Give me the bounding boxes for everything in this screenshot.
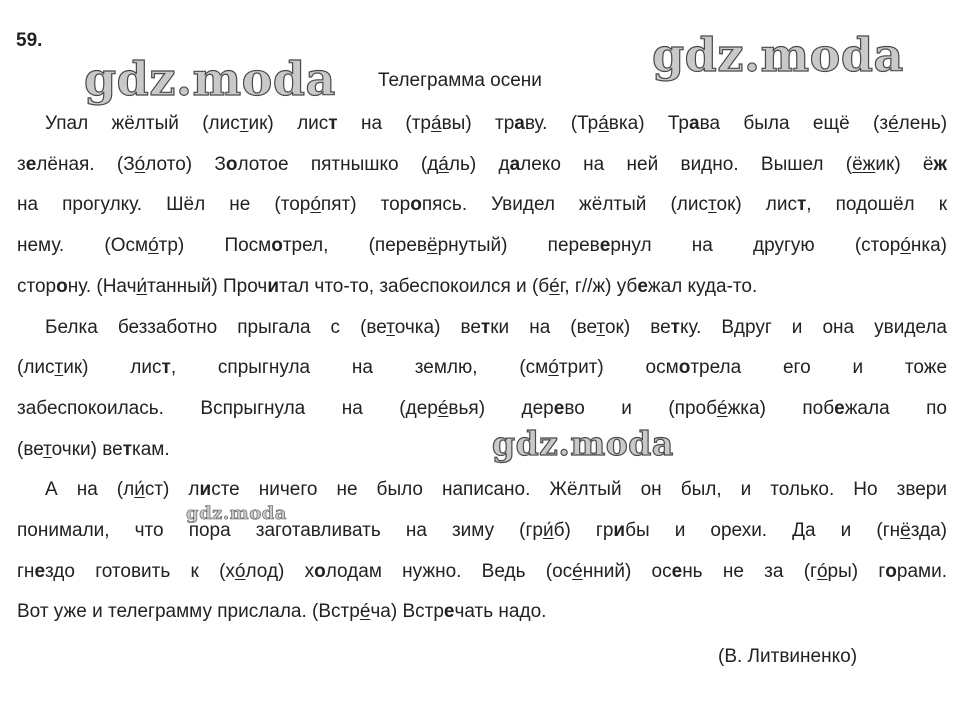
underlined-letter: é xyxy=(716,397,728,419)
text-line xyxy=(17,226,947,267)
exercise-number: 59. xyxy=(16,30,43,51)
text-segment: стор xyxy=(17,275,57,297)
underlined-letter: т xyxy=(43,438,52,460)
underlined-letter: т xyxy=(386,316,395,338)
text-title: Телеграмма осени xyxy=(378,70,542,91)
text-line xyxy=(17,389,947,430)
underlined-letter: é xyxy=(359,601,371,623)
text-segment: Вот уже и телеграмму прислала. (Встр xyxy=(17,601,360,623)
underlined-letter: и́ xyxy=(134,479,145,501)
bold-letter: о xyxy=(271,235,283,257)
underlined-letter: и́ xyxy=(542,520,554,542)
watermark: gdz.moda xyxy=(84,52,336,106)
text-segment: трел, (перев xyxy=(282,235,428,257)
text-segment: лёная. (З xyxy=(36,153,135,175)
text-segment: ва была ещё (з xyxy=(699,113,889,134)
text-segment: ок) лис xyxy=(716,194,797,216)
text-segment: зда) xyxy=(910,520,947,542)
text-segment: очка) ве xyxy=(394,316,481,338)
text-segment: рнутый) перев xyxy=(437,235,600,257)
bold-letter: и xyxy=(199,479,212,501)
text-segment: вка) Тр xyxy=(608,113,689,134)
bold-letter: е xyxy=(671,560,683,582)
text-segment: леко на ней видно. Вышел ( xyxy=(520,153,853,175)
text-segment: , подошёл к xyxy=(806,194,948,216)
underlined-letter: ё xyxy=(900,520,911,542)
text-segment: жка) поб xyxy=(727,397,835,419)
underlined-letter: á xyxy=(598,113,609,134)
bold-letter: е xyxy=(443,601,455,623)
text-segment: , спрыгнула на землю, (см xyxy=(170,357,549,379)
text-segment: ль) д xyxy=(448,153,510,175)
underlined-letter: т xyxy=(54,357,64,379)
underlined-letter: ёж xyxy=(852,153,876,175)
text-segment: рнул на другую (стор xyxy=(610,235,901,257)
text-segment: ик) лис xyxy=(248,113,329,134)
text-segment: трит) осм xyxy=(558,357,679,379)
text-segment: ст) л xyxy=(144,479,200,501)
bold-letter: о xyxy=(225,153,238,175)
text-segment: жала по xyxy=(844,397,947,419)
text-segment: жал куда-то. xyxy=(647,275,758,297)
underlined-letter: é xyxy=(437,397,449,419)
bold-letter: е xyxy=(637,275,648,297)
text-segment: вья) дер xyxy=(448,397,554,419)
text-segment: г, г//ж) уб xyxy=(559,275,638,297)
bold-letter: и xyxy=(613,520,626,542)
underlined-letter: ó xyxy=(234,560,246,582)
text-segment: лень) xyxy=(898,113,948,134)
text-line xyxy=(17,348,947,389)
text-segment: лотое пятнышко (д xyxy=(237,153,439,175)
text-segment: ик) ё xyxy=(875,153,934,175)
bold-letter: а xyxy=(509,153,521,175)
text-segment: сте ничего не было написано. Жёлтый он был, и только. Но звери xyxy=(211,479,947,501)
text-segment: трела его и тоже xyxy=(690,357,948,379)
text-segment: А на (л xyxy=(45,479,135,501)
text-segment: лото) З xyxy=(145,153,226,175)
text-segment: нему. (Осм xyxy=(17,235,149,257)
bold-letter: и xyxy=(267,275,279,297)
bold-letter: е xyxy=(25,153,37,175)
bold-letter: т xyxy=(122,438,132,460)
underlined-letter: ó xyxy=(148,235,159,257)
text-line xyxy=(17,145,947,186)
bold-letter: ж xyxy=(933,153,947,175)
watermark: gdz.moda xyxy=(652,28,904,82)
underlined-letter: ó xyxy=(900,235,911,257)
text-segment: ры) г xyxy=(827,560,886,582)
text-line xyxy=(17,470,947,511)
text-segment: гн xyxy=(17,560,35,582)
text-segment: б) гр xyxy=(553,520,614,542)
text-segment: (лис xyxy=(17,357,55,379)
bold-letter: о xyxy=(410,194,422,216)
text-segment: лод) х xyxy=(245,560,315,582)
underlined-letter: é xyxy=(549,275,560,297)
text-segment: пят) тор xyxy=(320,194,411,216)
text-segment: тал что-то, забеспокоился и (б xyxy=(279,275,550,297)
text-segment: ча) Встр xyxy=(370,601,444,623)
underlined-letter: é xyxy=(572,560,583,582)
text-segment: з xyxy=(17,153,26,175)
watermark: gdz.moda xyxy=(186,503,287,524)
text-segment: здо готовить к (х xyxy=(45,560,235,582)
bold-letter: е xyxy=(553,397,565,419)
text-line xyxy=(17,511,947,552)
text-line xyxy=(17,592,947,633)
text-segment: рами. xyxy=(896,560,947,582)
bold-letter: о xyxy=(678,357,691,379)
text-segment: забеспокоилась. Вспрыгнула на (дер xyxy=(17,397,438,419)
text-segment: ик) лис xyxy=(63,357,162,379)
underlined-letter: á xyxy=(438,153,449,175)
text-segment: тр) Посм xyxy=(158,235,272,257)
text-line xyxy=(17,104,947,145)
text-line xyxy=(17,185,947,226)
text-segment: ну. (Нач xyxy=(67,275,137,297)
bold-letter: т xyxy=(480,316,491,338)
text-line xyxy=(17,552,947,593)
text-segment: вы) тр xyxy=(441,113,515,134)
underlined-letter: ó xyxy=(816,560,828,582)
bold-letter: о xyxy=(885,560,897,582)
bold-letter: т xyxy=(161,357,171,379)
text-segment: (ве xyxy=(17,438,44,460)
underlined-letter: ó xyxy=(548,357,559,379)
text-segment: нь не за (г xyxy=(682,560,817,582)
text-segment: лодам нужно. Ведь (ос xyxy=(325,560,573,582)
text-segment: ку. Вдруг и она увидела xyxy=(679,316,947,338)
bold-letter: е xyxy=(34,560,46,582)
underlined-letter: т xyxy=(596,316,605,338)
text-segment: танный) Проч xyxy=(147,275,268,297)
text-segment: ву. (Тр xyxy=(524,113,599,134)
text-line xyxy=(17,267,947,308)
bold-letter: е xyxy=(834,397,845,419)
text-segment: очки) ве xyxy=(51,438,123,460)
text-line xyxy=(17,430,947,471)
text-segment: нка) xyxy=(910,235,947,257)
underlined-letter: и́ xyxy=(136,275,148,297)
text-segment: понимали, что пора заготавливать на зиму (гр xyxy=(17,520,543,542)
bold-letter: т xyxy=(670,316,680,338)
bold-letter: о xyxy=(56,275,68,297)
text-segment: Упал жёлтый (лис xyxy=(45,113,240,134)
underlined-letter: ó xyxy=(134,153,146,175)
text-segment: бы и орехи. Да и (гн xyxy=(625,520,901,542)
watermark: gdz.moda xyxy=(492,424,674,463)
bold-letter: т xyxy=(796,194,807,216)
bold-letter: а xyxy=(514,113,525,134)
text-segment: пясь. Увидел жёлтый (лис xyxy=(421,194,708,216)
text-line xyxy=(17,308,947,349)
exercise-text xyxy=(17,104,947,633)
bold-letter: а xyxy=(688,113,700,134)
text-segment: на прогулку. Шёл не (тор xyxy=(17,194,311,216)
text-segment: на (тр xyxy=(337,113,431,134)
underlined-letter: т xyxy=(239,113,249,134)
text-segment: ок) ве xyxy=(604,316,671,338)
text-segment: ки на (ве xyxy=(490,316,597,338)
author-attribution: (В. Литвиненко) xyxy=(718,646,858,667)
text-segment: во и (проб xyxy=(564,397,717,419)
text-segment: нний) ос xyxy=(582,560,672,582)
bold-letter: т xyxy=(328,113,338,134)
text-segment: чать надо. xyxy=(454,601,547,623)
underlined-letter: ё xyxy=(427,235,438,257)
bold-letter: о xyxy=(314,560,326,582)
underlined-letter: é xyxy=(888,113,899,134)
underlined-letter: т xyxy=(708,194,717,216)
bold-letter: е xyxy=(599,235,611,257)
underlined-letter: á xyxy=(430,113,442,134)
text-segment: Белка беззаботно прыгала с (ве xyxy=(45,316,387,338)
text-segment: кам. xyxy=(132,438,170,460)
underlined-letter: ó xyxy=(310,194,321,216)
